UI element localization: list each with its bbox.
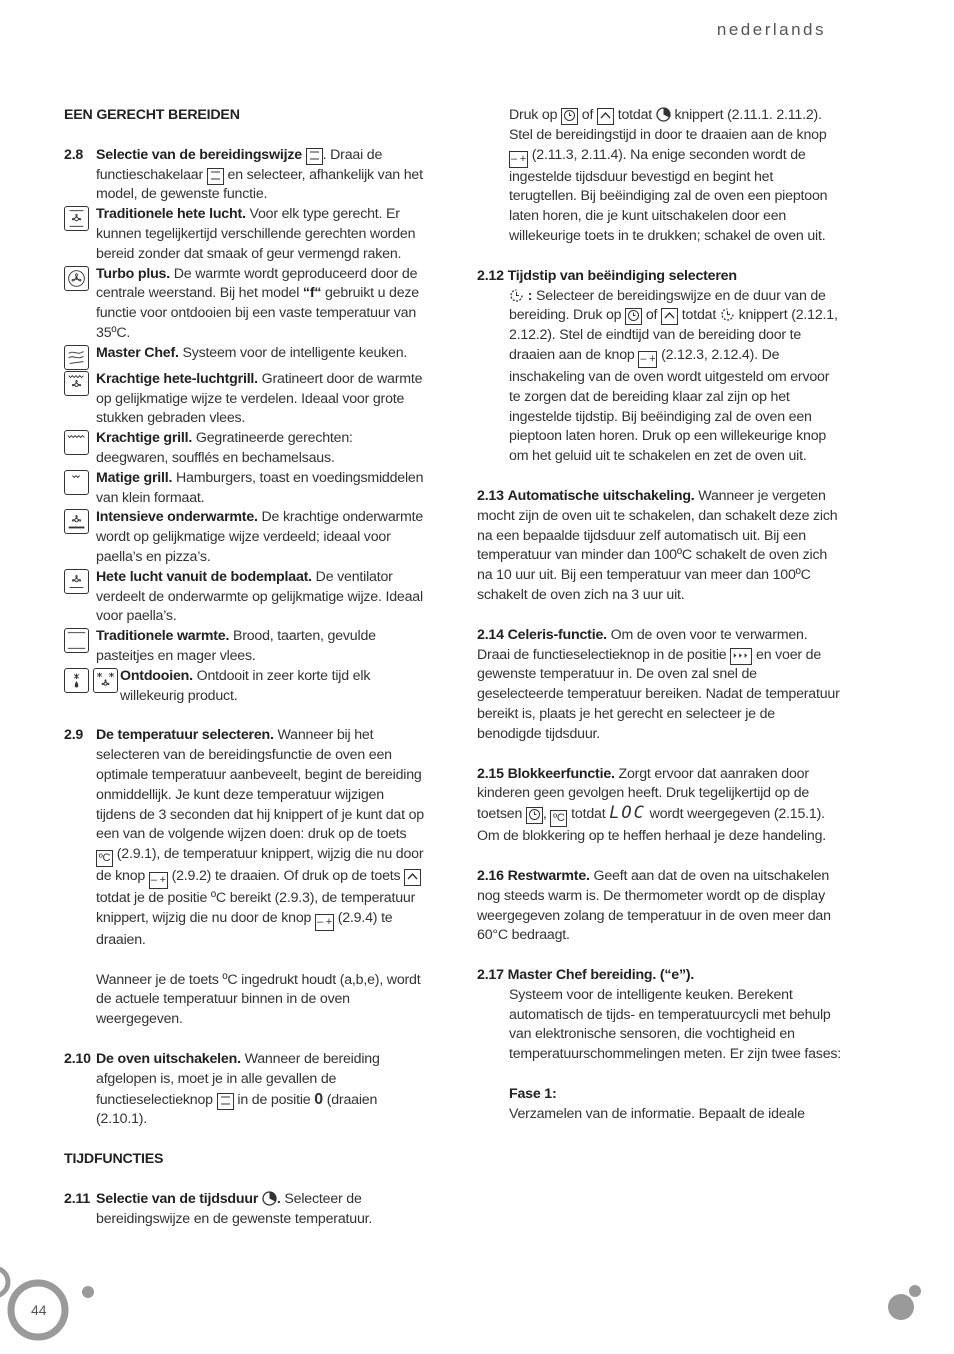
section-2-11-continued: Druk op of totdat knippert (2.11.1. 2.11.2). Stel de bereidingstijd in door te draaien aan de knop – + (2.11.3, 2.11.4). Na enige seconden wordt de ingestelde tijdsduur bevestigd en begint het terugtellen. Bij beëindiging zal de oven een pieptoon laten horen, die je kunt uitschakelen door een willekeurige toets in te drukken; schakel de oven uit.	[509, 107, 828, 244]
duration-clock-icon	[656, 107, 671, 122]
section-2-12: 2.12 Tijdstip van beëindiging selecteren : Selecteer de bereidingswijze en de duur van de bereiding. Druk op of totdat knippert (2.12.1, 2.12.2). Stel de eindtijd van de bereiding door te draaien aan de knop – + (2.12.3, 2.12.4). De inschakeling van de oven wordt uitgesteld om ervoor te zorgen dat de bereiding klaar zal zijn op het ingestelde tijdstip. Bij beëindiging zal de oven een pieptoon laten horen. Druk op een willekeurige knop om het geluid uit te schakelen en zet de oven uit.	[477, 267, 838, 465]
celsius-button-icon: ºC	[96, 850, 113, 867]
mode-item: Krachtige hete-luchtgrill. Gratineert door de warmte op gelijkmatige wijze te verdelen. Ideaal voor grote stukken gebraden vlees.	[64, 370, 424, 429]
mode-item: Matige grill. Hamburgers, toast en voedingsmiddelen van klein formaat.	[64, 469, 424, 509]
section-2-9: 2.9 De temperatuur selecteren. Wanneer bij het selecteren van de bereidingsfunctie de oven een optimale temperatuur aanbeveelt, begint de bereiding onmiddellijk. Je kunt deze temperatuur wijzigen tijdens de 3 seconden dat hij knippert of je kunt dat op een van de volgende wijzen doen: druk op de toets ºC (2.9.1), de temperatuur knippert, wijzig die nu door de knop – + (2.9.2) te draaien. Of druk op de toets totdat je de positie ºC bereikt (2.9.3), de temperatuur knippert, wijzig die nu door de knop – + (2.9.4) te draaien. Wanneer je de toets ºC ingedrukt houdt (a,b,e), wordt de actuele temperatuur binnen in de oven weergegeven.	[64, 727, 424, 1028]
celsius-button-icon: ºC	[550, 810, 567, 827]
clock-button-icon	[526, 807, 543, 824]
right-column	[477, 106, 842, 1125]
knob-minus-plus-icon: – +	[509, 151, 528, 168]
section-2-14: 2.14 Celeris-functie. Om de oven voor te verwarmen. Draai de functieselectieknop in de positie en voer de gewenste temperatuur in. De oven zal snel de geselecteerde temperatuur bereiken. Nadat de temperatuur bereikt is, plaats je het gerecht en selecteer je de benodigde tijdsduur.	[477, 626, 840, 742]
bottom-heat-fan-icon	[64, 509, 89, 534]
knob-minus-plus-icon: – +	[315, 914, 334, 931]
loc-display-icon: LOC	[609, 803, 646, 824]
section-2-10: 2.10 De oven uitschakelen. Wanneer de bereiding afgelopen is, moet je in alle gevallen de functieselectieknop in de positie 0 (draaien (2.10.1).	[64, 1051, 380, 1128]
section-2-15: 2.15 Blokkeerfunctie. Zorgt ervoor dat aanraken door kinderen geen gevolgen heeft. Druk tegelijkertijd op de toetsen , ºC totdat LOC wordt weergegeven (2.15.1). Om de blokkering op te heffen herhaal je deze handeling.	[477, 765, 826, 845]
language-label: nederlands	[716, 20, 826, 39]
decorative-circles-left	[0, 1262, 110, 1354]
section-title: Blokkeerfunctie.	[507, 765, 615, 782]
knob-minus-plus-icon: – +	[149, 872, 168, 889]
defrost-fan-icon	[93, 668, 118, 693]
mode-item: Intensieve onderwarmte. De krachtige onderwarmte wordt op gelijkmatige wijze verdeeld; ideaal voor paella’s en pizza’s.	[64, 508, 424, 567]
decorative-circles-right	[880, 1280, 954, 1330]
top-bottom-heat-icon	[64, 628, 89, 653]
up-arrow-button-icon	[404, 869, 421, 886]
celeris-position-icon	[730, 648, 752, 665]
mode-item: Ontdooien. Ontdooit in zeer korte tijd elk willekeurig product.	[64, 667, 424, 707]
section-number: 2.8	[64, 146, 84, 163]
strong-grill-icon	[64, 430, 89, 455]
phase-1-title: Fase 1:	[509, 1086, 557, 1103]
section-title: Master Chef bereiding. (“e”).	[507, 967, 695, 984]
section-title: Selectie van de tijdsduur	[96, 1191, 259, 1208]
section-title: Restwarmte.	[507, 867, 590, 884]
master-chef-icon	[64, 345, 89, 370]
section-title: De oven uitschakelen.	[96, 1051, 241, 1068]
up-arrow-button-icon	[597, 108, 614, 125]
mode-item: Krachtige grill. Gegratineerde gerechten: deegwaren, soufflés en bechamelsaus.	[64, 429, 424, 469]
section-title: De temperatuur selecteren.	[96, 727, 274, 744]
section-2-11: 2.11 Selectie van de tijdsduur . Selecteer de bereidingswijze en de gewenste temperatuur.	[64, 1191, 373, 1227]
section-title: Tijdstip van beëindiging selecteren	[507, 267, 737, 284]
duration-clock-icon	[262, 1191, 277, 1206]
mode-item: Traditionele hete lucht. Voor elk type gerecht. Er kunnen tegelijkertijd verschillende gerechten worden bereid zonder dat smaak of geur vermengd raken.	[64, 205, 424, 264]
section-2-16: 2.16 Restwarmte. Geeft aan dat de oven na uitschakelen nog steeds warm is. De thermometer wordt op de display weergegeven zolang de temperatuur in de oven meer dan 60°C bedraagt.	[477, 867, 831, 944]
mode-item: Hete lucht vanuit de bodemplaat. De ventilator verdeelt de onderwarmte op gelijkmatige wijze. Ideaal voor paella’s.	[64, 568, 424, 627]
fan-heat-icon	[64, 206, 89, 231]
turbo-fan-icon	[64, 266, 89, 291]
fan-grill-icon	[64, 371, 89, 396]
fan-bottom-icon	[64, 569, 89, 594]
celsius-position-icon: ºC	[210, 890, 226, 907]
mild-grill-icon	[64, 470, 89, 495]
heading-cooking: EEN GERECHT BEREIDEN	[64, 107, 240, 123]
zero-position-icon: 0	[314, 1090, 323, 1108]
section-2-13: 2.13 Automatische uitschakeling. Wanneer je vergeten mocht zijn de oven uit te schakelen, dan schakelt deze zich na een bepaalde tijdsduur zelf automatisch uit. Bij een temperatuur van minder dan 100ºC schakelt de oven zich na 10 uur uit. Bij een temperatuur van meer dan 100ºC schakelt de oven zich na 3 uur uit.	[477, 487, 838, 603]
mode-item: Turbo plus. De warmte wordt geproduceerd door de centrale weerstand. Bij het model “f“ gebruikt u deze functie voor ontdooien bij een vaste temperatuur van 35ºC.	[64, 265, 424, 344]
section-title: Selectie van de bereidingswijze	[96, 146, 302, 163]
defrost-drop-icon	[64, 668, 89, 693]
left-column	[64, 106, 424, 1250]
section-2-8: 2.8 Selectie van de bereidingswijze . Draai de functieschakelaar en selecteer, afhankelijk van het model, de gewenste functie. Traditionele hete lucht. Voor elk type gerecht. Er kunnen tegelijkertijd verschillende gerechten worden bereid zonder dat smaak of geur vermengd raken. Turbo plus. De warmte wordt geproduceerd door de centrale weerstand. Bij het model “f“ gebruikt u deze functie voor ontdooien bij een vaste temperatuur van 35ºC. Master Chef. Systeem voor de intelligente keuken. Krachtige hete-luchtgrill. Gratineert door de warmte op gelijkmatige wijze te verdelen. Ideaal voor grote stukken gebraden vlees. Krachtige grill. Gegratineerde gerechten: deegwaren, soufflés en bechamelsaus. Matige grill. Hamburgers, toast en voedingsmiddelen van klein formaat. Intensieve onderwarmte. De krachtige onderwarmte wordt op gelijkmatige wijze verdeeld; ideaal voor paella’s en pizza’s. Hete lucht vanuit de bodemplaat. De ventilator verdeelt de onderwarmte op gelijkmatige wijze. Ideaal voor paella’s. Traditionele warmte. Brood, taarten, gevulde pasteitjes en mager vlees. Ontdooien. Ontdooit in zeer korte tijd elk willekeurig product.	[64, 146, 424, 707]
section-title: Automatische uitschakeling.	[507, 487, 695, 504]
function-selector-icon	[207, 168, 224, 185]
mode-item: Traditionele warmte. Brood, taarten, gevulde pasteitjes en mager vlees.	[64, 627, 424, 667]
end-time-clock-icon	[720, 307, 735, 322]
function-selector-icon	[217, 1093, 234, 1110]
end-time-clock-icon	[509, 288, 524, 303]
knob-minus-plus-icon: – +	[638, 351, 657, 368]
section-2-17: 2.17 Master Chef bereiding. (“e”). Systeem voor de intelligente keuken. Berekent automatisch de tijds- en temperatuurcycli met behulp van elektronische sensoren, die vochtigheid en temperatuurschommelingen meten. Er zijn twee fases: Fase 1: Verzamelen van de informatie. Bepaalt de ideale	[477, 967, 842, 1122]
clock-button-icon	[625, 308, 642, 325]
up-arrow-button-icon	[661, 308, 678, 325]
section-title: Celeris-functie.	[507, 626, 607, 643]
clock-button-icon	[561, 108, 578, 125]
mode-item: Master Chef. Systeem voor de intelligente keuken.	[64, 344, 424, 370]
heading-time-functions: TIJDFUNCTIES	[64, 1151, 164, 1168]
function-selector-icon	[306, 148, 323, 165]
page-number: 44	[31, 1302, 47, 1318]
